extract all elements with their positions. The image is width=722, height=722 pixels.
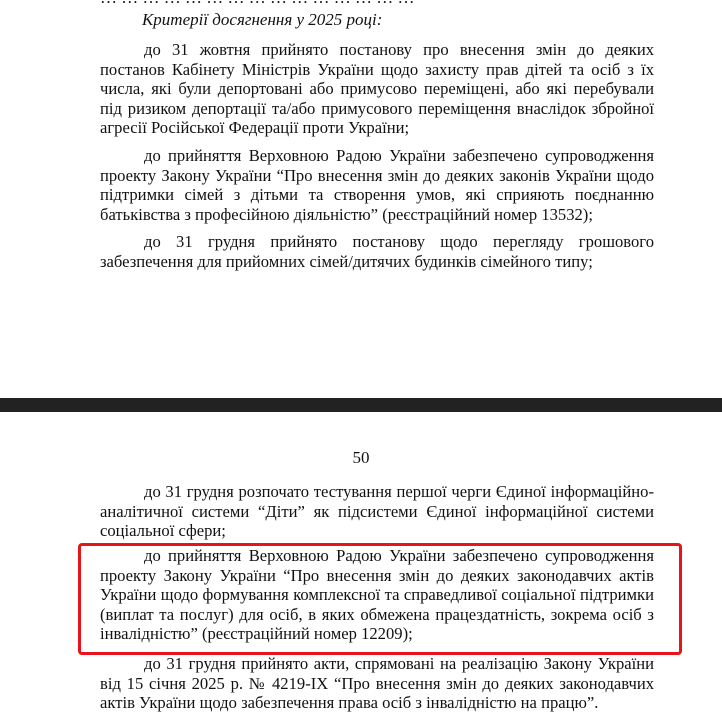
page-number: 50 <box>352 448 370 467</box>
paragraph: до 31 грудня прийнято постанову щодо перегляду грошового забезпечення для прийомних сімей/дитячих будинків сімейного типу; <box>100 232 654 271</box>
paragraph: до 31 грудня розпочато тестування першої черги Єдиної інформаційно-аналітичної системи “Діти” як підсистеми Єдиної інформаційної системи соціальної сфери; <box>100 482 654 541</box>
paragraph: до 31 грудня прийнято акти, спрямовані на реалізацію Закону України від 15 січня 2025 р. № 4219-IX “Про внесення змін до деяких законодавчих актів України щодо забезпечення права осіб з інвалідністю на працю”. <box>100 654 654 713</box>
paragraph: до прийняття Верховною Радою України забезпечено супроводження проекту Закону України “Про внесення змін до деяких законів України щодо підтримки сімей з дітьми та створення умов, які сприяють поєднанню батьківства з професійною діяльністю” (реєстраційний номер 13532); <box>100 146 654 224</box>
page-separator <box>0 398 722 412</box>
cut-off-text-line <box>100 0 660 8</box>
paragraph: до 31 жовтня прийнято постанову про внесення змін до деяких постанов Кабінету Міністрів України щодо захисту прав дітей та осіб з їх числа, які були депортовані або примусово переміщені, або які перебували під ризиком депортації та/або примусового переміщення внаслідок збройної агресії Російської Федерації проти України; <box>100 40 654 138</box>
highlighted-paragraph: до прийняття Верховною Радою України забезпечено супроводження проекту Закону України “Про внесення змін до деяких законодавчих актів України щодо формування комплексної та справедливої соціальної підтримки (виплат та послуг) для осіб, в яких обмежена працездатність, зокрема осіб з інвалідністю” (реєстраційний номер 12209); <box>100 546 654 644</box>
criteria-heading: Критерії досягнення у 2025 році: <box>142 10 383 29</box>
document-page-bottom <box>0 412 722 722</box>
